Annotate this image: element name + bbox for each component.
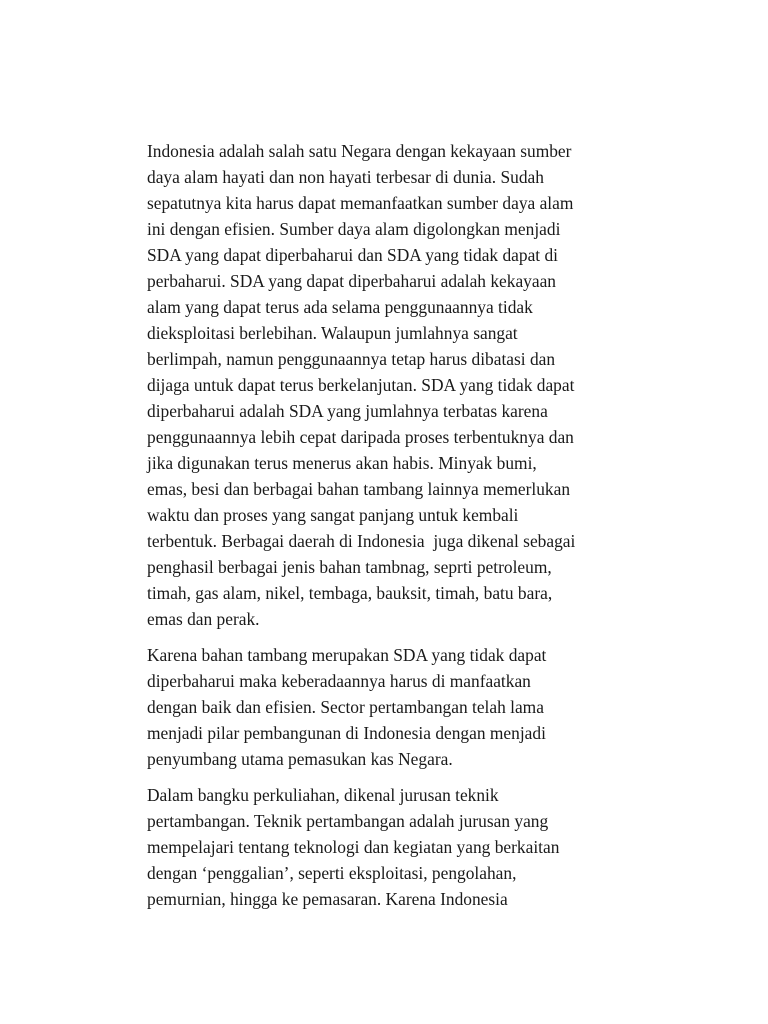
text-line: terbentuk. Berbagai daerah di Indonesia juga dikenal sebagai	[147, 531, 576, 551]
text-line: diperbaharui maka keberadaannya harus di manfaatkan	[147, 671, 531, 691]
text-line: daya alam hayati dan non hayati terbesar di dunia. Sudah	[147, 167, 544, 187]
paragraph-1	[147, 138, 667, 632]
text-line: Dalam bangku perkuliahan, dikenal jurusan teknik	[147, 785, 499, 805]
text-line: pertambangan. Teknik pertambangan adalah jurusan yang	[147, 811, 549, 831]
text-line: penghasil berbagai jenis bahan tambnag, seprti petroleum,	[147, 557, 552, 577]
text-line: dieksploitasi berlebihan. Walaupun jumlahnya sangat	[147, 323, 518, 343]
text-line: emas, besi dan berbagai bahan tambang lainnya memerlukan	[147, 479, 571, 499]
document-body	[147, 138, 667, 922]
paragraph-3	[147, 782, 667, 912]
text-line: SDA yang dapat diperbaharui dan SDA yang tidak dapat di	[147, 245, 559, 265]
text-line: alam yang dapat terus ada selama penggunaannya tidak	[147, 297, 533, 317]
text-line: emas dan perak.	[147, 609, 260, 629]
text-line: penggunaannya lebih cepat daripada proses terbentuknya dan	[147, 427, 574, 447]
text-line: dengan baik dan efisien. Sector pertambangan telah lama	[147, 697, 544, 717]
text-line: waktu dan proses yang sangat panjang untuk kembali	[147, 505, 519, 525]
text-line: ini dengan efisien. Sumber daya alam digolongkan menjadi	[147, 219, 561, 239]
text-line: penyumbang utama pemasukan kas Negara.	[147, 749, 453, 769]
text-line: timah, gas alam, nikel, tembaga, bauksit, timah, batu bara,	[147, 583, 553, 603]
text-line: perbaharui. SDA yang dapat diperbaharui adalah kekayaan	[147, 271, 556, 291]
text-line: sepatutnya kita harus dapat memanfaatkan sumber daya alam	[147, 193, 574, 213]
text-line: Karena bahan tambang merupakan SDA yang tidak dapat	[147, 645, 547, 665]
text-line: mempelajari tentang teknologi dan kegiatan yang berkaitan	[147, 837, 560, 857]
text-line: diperbaharui adalah SDA yang jumlahnya terbatas karena	[147, 401, 548, 421]
text-line: pemurnian, hingga ke pemasaran. Karena Indonesia	[147, 889, 508, 909]
text-line: Indonesia adalah salah satu Negara dengan kekayaan sumber	[147, 141, 572, 161]
text-line: menjadi pilar pembangunan di Indonesia dengan menjadi	[147, 723, 546, 743]
text-line: berlimpah, namun penggunaannya tetap harus dibatasi dan	[147, 349, 556, 369]
text-line: dijaga untuk dapat terus berkelanjutan. SDA yang tidak dapat	[147, 375, 575, 395]
text-line: jika digunakan terus menerus akan habis. Minyak bumi,	[147, 453, 537, 473]
paragraph-2	[147, 642, 667, 772]
text-line: dengan ‘penggalian’, seperti eksploitasi, pengolahan,	[147, 863, 517, 883]
